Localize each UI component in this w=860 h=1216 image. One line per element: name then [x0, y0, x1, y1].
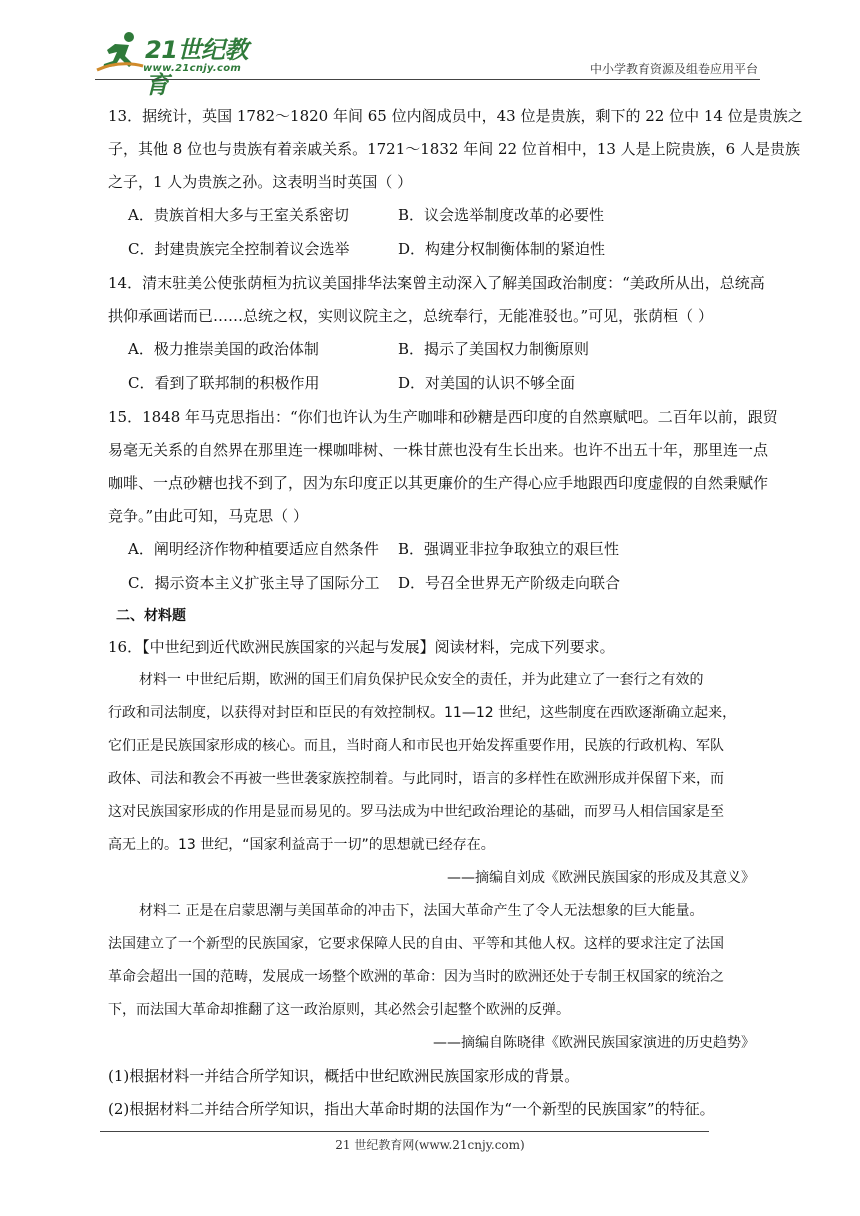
option-d: D．构建分权制衡体制的紧迫性 [398, 240, 606, 258]
material-source: ——摘编自陈晓律《欧洲民族国家演进的历史趋势》 [433, 1035, 755, 1051]
options-row [108, 233, 763, 267]
footer-divider [100, 1131, 709, 1132]
question-line: 14．清末驻美公使张荫桓为抗议美国排华法案曾主动深入了解美国政治制度：“美政所从出，总统高 [108, 274, 765, 292]
platform-label: 中小学教育资源及组卷应用平台 [589, 62, 758, 76]
material-line: 它们正是民族国家形成的核心。而且，当时商人和市民也开始发挥重要作用，民族的行政机构、军队 [108, 738, 724, 754]
site-logo [95, 28, 265, 99]
options-row [108, 199, 763, 233]
material-line: 政体、司法和教会不再被一些世袭家族控制着。与此同时，语言的多样性在欧洲形成并保留下来，而 [108, 771, 724, 787]
document-body [108, 100, 803, 1126]
page-header [95, 28, 760, 99]
section-heading: 二、材料题 [116, 608, 186, 624]
header-divider [95, 79, 760, 80]
question-14 [108, 267, 763, 401]
options-row [108, 367, 763, 401]
material-line: 高无上的。13 世纪，“国家利益高于一切”的思想就已经存在。 [108, 837, 495, 853]
option-c: C．封建贵族完全控制着议会选举 [128, 240, 350, 258]
option-b: B．议会选举制度改革的必要性 [398, 206, 605, 224]
option-c: C．看到了联邦制的积极作用 [128, 374, 320, 392]
material-line: 下，而法国大革命却推翻了这一政治原则，其必然会引起整个欧洲的反弹。 [108, 1002, 570, 1018]
question-line: 之子，1 人为贵族之孙。这表明当时英国（ ） [108, 173, 413, 191]
question-line: 拱仰承画诺而已……总统之权，实则议院主之，总统奉行，无能准驳也。”可见，张荫桓（ ） [108, 307, 713, 325]
question-line: 15．1848 年马克思指出：“你们也许认为生产咖啡和砂糖是西印度的自然禀赋吧。二百年以前，跟贸 [108, 408, 778, 426]
material-source: ——摘编自刘成《欧洲民族国家的形成及其意义》 [447, 870, 755, 886]
options-row [108, 533, 763, 567]
material-line: 法国建立了一个新型的民族国家，它要求保障人民的自由、平等和其他人权。这样的要求注定了法国 [108, 936, 724, 952]
option-b: B．强调亚非拉争取独立的艰巨性 [398, 540, 620, 558]
question-intro: 16．【中世纪到近代欧洲民族国家的兴起与发展】阅读材料，完成下列要求。 [108, 638, 615, 656]
requirement-2: (2)根据材料二并结合所学知识，指出大革命时期的法国作为“一个新型的民族国家”的特征。 [108, 1100, 715, 1118]
runner-logo-icon [95, 30, 145, 74]
question-line: 子，其他 8 位也与贵族有着亲戚关系。1721～1832 年间 22 位首相中，13 人是上院贵族，6 人是贵族 [108, 140, 800, 158]
question-line: 咖啡、一点砂糖也找不到了，因为东印度正以其更廉价的生产得心应手地跟西印度虚假的自然秉赋作 [108, 474, 769, 492]
material-line: 这对民族国家形成的作用是显而易见的。罗马法成为中世纪政治理论的基础，而罗马人相信国家是至 [108, 804, 724, 820]
option-b: B．揭示了美国权力制衡原则 [398, 340, 590, 358]
question-line: 13．据统计，英国 1782～1820 年间 65 位内阁成员中，43 位是贵族，剩下的 22 位中 14 位是贵族之 [108, 107, 803, 125]
option-a: A．贵族首相大多与王室关系密切 [128, 206, 349, 224]
options-row [108, 333, 763, 367]
option-a: A．阐明经济作物种植要适应自然条件 [128, 540, 379, 558]
material-line: 革命会超出一国的范畴，发展成一场整个欧洲的革命：因为当时的欧洲还处于专制王权国家的统治之 [108, 969, 724, 985]
material-line: 材料一 中世纪后期，欧洲的国王们肩负保护民众安全的责任，并为此建立了一套行之有效的 [139, 672, 704, 688]
question-16 [108, 631, 763, 1126]
options-row [108, 567, 763, 601]
question-15 [108, 401, 778, 601]
question-line: 竞争。”由此可知，马克思（ ） [108, 507, 308, 525]
option-a: A．极力推崇美国的政治体制 [128, 340, 319, 358]
material-line: 材料二 正是在启蒙思潮与美国革命的冲击下，法国大革命产生了令人无法想象的巨大能量。 [139, 903, 704, 919]
page-footer: 21 世纪教育网(www.21cnjy.com) [335, 1138, 525, 1152]
option-d: D．对美国的认识不够全面 [398, 374, 576, 392]
logo-text: 21世纪教育 [145, 36, 248, 99]
material-line: 行政和司法制度，以获得对封臣和臣民的有效控制权。11—12 世纪，这些制度在西欧逐渐确立起来， [108, 705, 737, 721]
option-d: D．号召全世界无产阶级走向联合 [398, 574, 621, 592]
logo-url: www.21cnjy.com [143, 63, 242, 74]
question-line: 易毫无关系的自然界在那里连一棵咖啡树、一株甘蔗也没有生长出来。也许不出五十年，那里连一点 [108, 441, 769, 459]
option-c: C．揭示资本主义扩张主导了国际分工 [128, 574, 380, 592]
question-13 [108, 100, 803, 267]
requirement-1: (1)根据材料一并结合所学知识，概括中世纪欧洲民族国家形成的背景。 [108, 1067, 580, 1085]
